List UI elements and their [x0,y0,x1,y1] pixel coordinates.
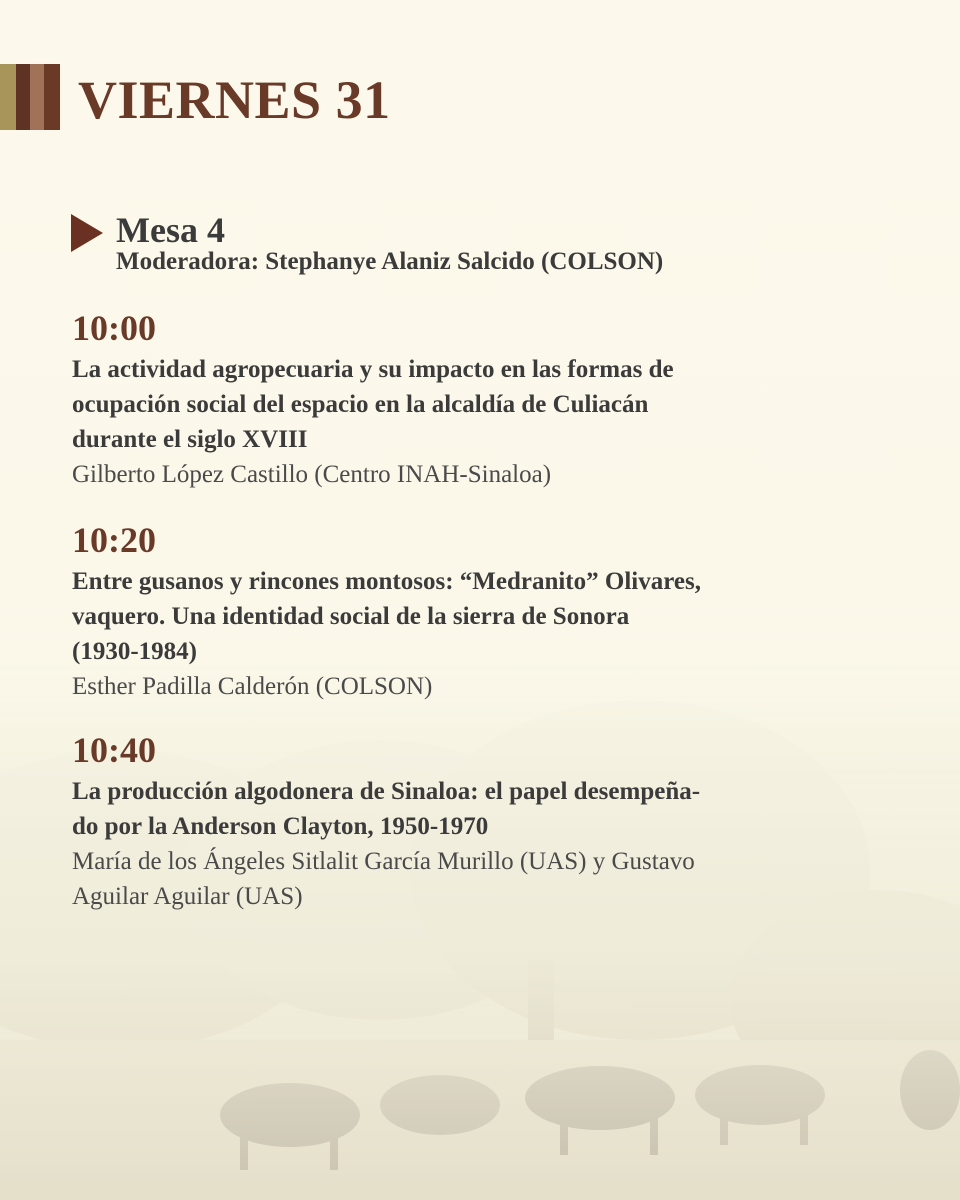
talk-title-line: Entre gusanos y rincones montosos: “Medranito” Olivares, [72,568,701,595]
talk-time: 10:20 [72,520,156,560]
header-color-stripes [0,64,62,130]
talk-title [72,352,792,457]
talk-title-line: durante el siglo XVIII [72,426,308,453]
stripe-brown [44,64,60,130]
talk-title-line: La actividad agropecuaria y su impacto en las formas de [72,356,674,383]
talk-author [72,457,792,492]
talk-author [72,669,792,704]
talk-title-line: (1930-1984) [72,638,197,665]
talk-time: 10:40 [72,730,156,770]
talk-author-line: Gilberto López Castillo (Centro INAH-Sinaloa) [72,461,552,488]
page-title: VIERNES 31 [78,70,391,130]
talk-title [72,774,792,844]
session-title: Mesa 4 [116,210,225,250]
talk-author-line: María de los Ángeles Sitlalit García Murillo (UAS) y Gustavo [72,848,695,875]
stripe-light-brown [30,64,44,130]
talk-author-line: Esther Padilla Calderón (COLSON) [72,673,433,700]
talk-author-line: Aguilar Aguilar (UAS) [72,883,303,910]
session-moderator: Moderadora: Stephanye Alaniz Salcido (COLSON) [116,248,664,275]
talk-item [72,520,792,704]
play-triangle-icon [71,214,103,252]
talk-title-line: do por la Anderson Clayton, 1950-1970 [72,813,489,840]
talk-title-line: La producción algodonera de Sinaloa: el papel desempeña- [72,778,701,805]
talk-item [72,308,792,492]
stripe-gold [0,64,16,130]
talk-item [72,730,792,914]
talk-title-line: vaquero. Una identidad social de la sierra de Sonora [72,603,630,630]
stripe-dark-brown [16,64,30,130]
talk-time: 10:00 [72,308,156,348]
talk-author [72,844,792,914]
talk-title-line: ocupación social del espacio en la alcaldía de Culiacán [72,391,649,418]
talk-title [72,564,792,669]
